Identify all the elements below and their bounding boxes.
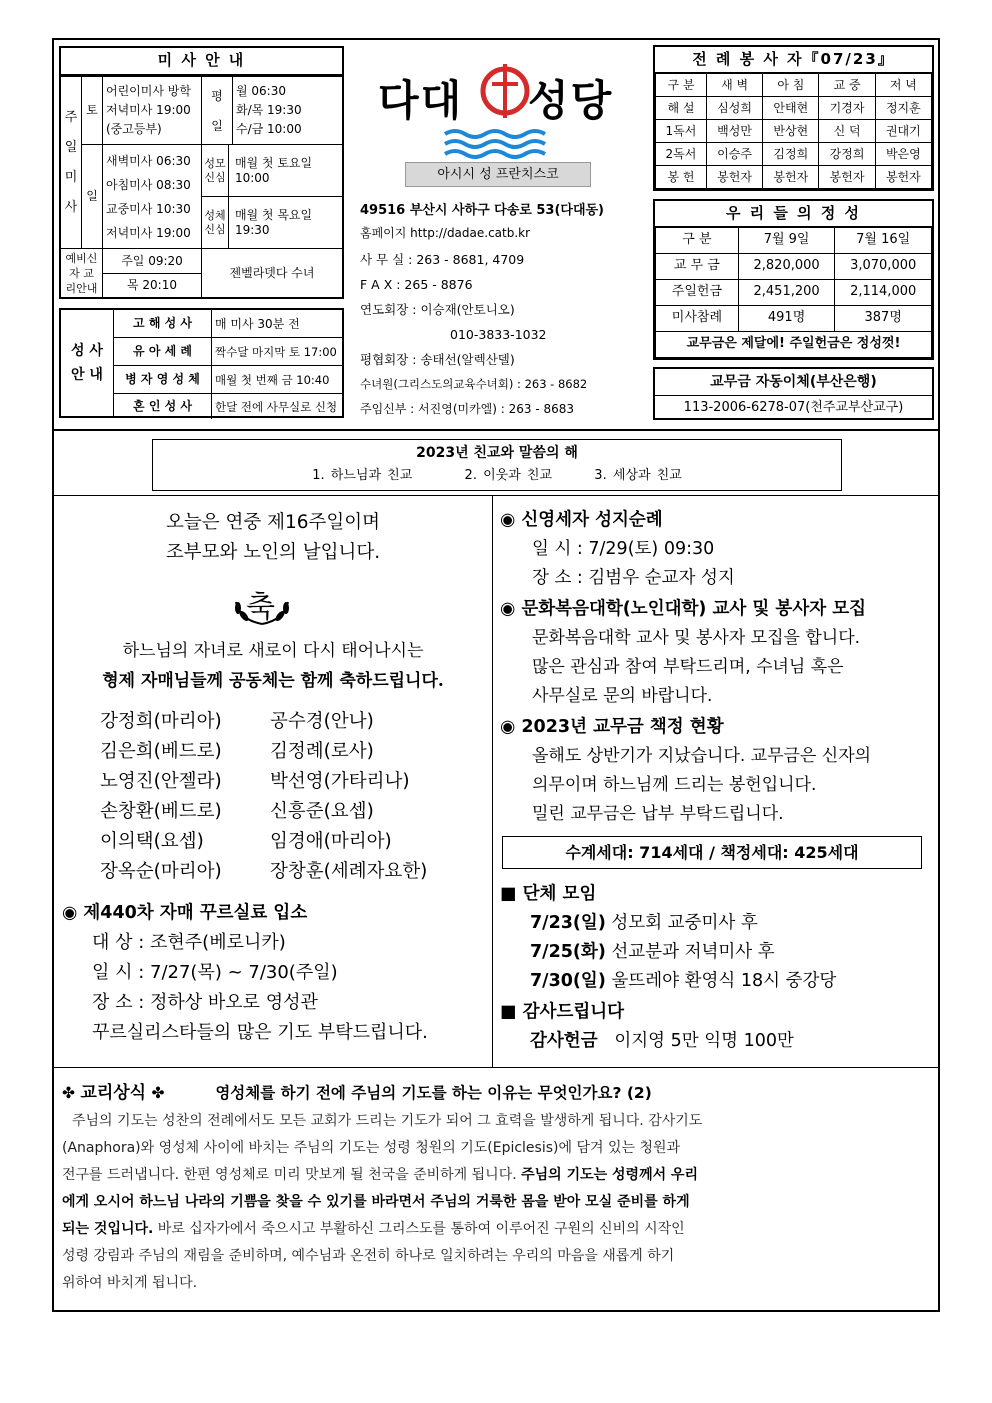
group-text: 울뜨레야 환영식 18시 중강당 [611,971,837,991]
patron-saint: 아시시 성 프란치스코 [405,162,591,187]
offerings-header-cell: 7월 9일 [738,228,835,254]
servers-cell: 심성희 [706,97,762,120]
sacraments [59,308,344,418]
pastor: 주임신부 : 서진영(미카엘) : 263 - 8683 [360,402,575,416]
name-item: 이의택(요셉) [100,831,204,852]
sunday-intro [62,508,484,568]
offerings-cell: 2,114,000 [835,280,932,306]
column-divider [492,496,493,1067]
cursillo-notice [62,898,484,1048]
sacrament-row [114,366,342,394]
sacraments-label: 성 사 안 내 [61,310,114,416]
liturgy-servers [653,45,934,191]
doctrine-bold: 되는 것입니다. [62,1221,154,1237]
pilgrim-date: 일 시 : 7/29(토) 09:30 [532,539,715,559]
offerings-cell: 2,820,000 [738,254,835,280]
group-date: 7/25(화) [530,942,606,962]
offerings-row [656,254,932,280]
catechumen-time: 목 20:10 [127,278,177,292]
servers-header [656,74,932,97]
sunday-mass-item: 새벽미사 06:30 [106,153,191,168]
servers-cell: 해 설 [656,97,707,120]
offerings-row [656,306,932,332]
sacrament-value: 한달 전에 사무실로 신청 [215,399,338,414]
sunday-mass-item: 아침미사 08:30 [106,177,191,192]
congrats-line: 하느님의 자녀로 새로이 다시 태어나시는 [122,641,424,661]
servers-cell: 김정희 [763,143,819,166]
sacrament-value: 짝수달 마지막 토 17:00 [215,344,337,359]
offerings-cell: 2,451,200 [738,280,835,306]
doctrine-section [62,1078,932,1297]
year-theme [152,439,842,491]
divider [52,495,940,496]
servers-cell: 정지훈 [875,97,931,120]
saturday-label: 토 [82,77,103,145]
cursillo-place: 장 소 : 정하상 바오로 영성관 [92,992,318,1013]
divider [52,1067,940,1068]
catechumen-teacher: 젠벨라뎃다 수녀 [202,249,344,299]
year-theme-items [153,466,841,486]
group-item [500,967,932,996]
catechumen-label: 예비신자 교리안내 [60,249,103,299]
autopay-title: 교무금 자동이체(부산은행) [655,369,932,396]
servers-title: 전 례 봉 사 자『07/23』 [655,47,932,73]
sacrament-name: 병 자 영 성 체 [114,366,212,393]
name-item: 장창훈(세례자요한) [270,861,428,882]
weekday-mass-item: 화/목 19:30 [236,103,302,117]
doctrine-label: 교리상식 [80,1083,147,1103]
doctrine-line [62,1216,932,1243]
doctrine-line: 성령 강림과 주님의 재림을 준비하며, 예수님과 온전히 하나로 일치하려는 우리의 마음을 새롭게 하기 [62,1248,675,1264]
cursillo-title: 제440차 자매 꾸르실료 입소 [83,903,308,923]
offerings-cell: 미사참례 [656,306,739,332]
cross-logo-icon [480,60,530,122]
servers-cell: 봉 헌 [656,166,707,189]
groups-and-thanks [500,880,932,1056]
doctrine-line: (Anaphora)와 영성체 사이에 바치는 주님의 기도는 성령 청원의 기도(Epiclesis)에 담겨 있는 청원과 [62,1140,681,1156]
intro-line: 오늘은 연중 제16주일이며 [165,512,380,533]
doctrine-text: 바로 십자가에서 죽으시고 부활하신 그리스도를 통하여 이루어진 구원의 신비의 시작인 [157,1221,685,1237]
servers-header-cell: 새 벽 [706,74,762,97]
holy-heart-label: 성모신심 [202,145,229,196]
weekday-label: 평 일 [202,77,233,145]
tithe-line: 밀린 교무금은 납부 부탁드립니다. [532,804,784,824]
sacrament-name: 고 해 성 사 [114,310,212,337]
holy-heart-value: 매월 첫 토요일 10:00 [234,155,313,185]
servers-cell: 1독서 [656,120,707,143]
servers-cell: 반상현 [763,120,819,143]
year-theme-title: 2023년 친교와 말씀의 해 [416,445,578,461]
weekday-mass-list [233,77,344,145]
church-contact [360,198,650,422]
sacrament-name: 유 아 세 례 [114,338,212,365]
weekday-mass-item: 월 06:30 [236,84,286,98]
servers-cell: 백성만 [706,120,762,143]
servers-cell: 봉헌자 [706,166,762,189]
doctrine-header [62,1078,932,1108]
group-item [500,909,932,938]
fleuron-icon: ✤ [62,1084,75,1102]
name-item: 장옥순(마리아) [100,861,222,882]
sunday-mass-list [103,145,202,249]
servers-cell: 기경자 [819,97,875,120]
servers-cell: 봉헌자 [875,166,931,189]
congrats-line: 형제 자매님들께 공동체는 함께 축하드립니다. [102,671,444,691]
saturday-mass-item: 어린이미사 방학 [106,84,191,98]
saturday-mass-item: 저녁미사 19:00 [106,103,191,117]
college-line: 문화복음대학 교사 및 봉사자 모집을 합니다. [532,628,861,648]
tithe-line: 의무이며 하느님께 드리는 봉헌입니다. [532,775,817,795]
college-line: 사무실로 문의 바랍니다. [532,686,713,706]
offerings-cell: 교 무 금 [656,254,739,280]
servers-row [656,97,932,120]
baptism-names [100,708,470,886]
waves-icon [440,126,550,162]
name-item: 강정희(마리아) [100,711,222,732]
offerings-row [656,280,932,306]
offerings-cell: 491명 [738,306,835,332]
church-name-part1: 다대 [378,76,464,125]
church-logo [378,60,628,124]
offerings-header [656,228,932,254]
mass-schedule [59,46,344,299]
name-item: 임경애(마리아) [270,831,392,852]
servers-cell: 2독서 [656,143,707,166]
doctrine-text: 전구를 드러냅니다. 한편 영성체로 미리 맛보게 될 천국을 준비하게 됩니다. [62,1167,517,1183]
offerings-cell: 387명 [835,306,932,332]
doctrine-bold: 주님의 기도는 성령께서 우리 [521,1167,699,1183]
sacrament-name: 혼 인 성 사 [114,394,212,419]
year-theme-item: 2. 이웃과 친교 [464,468,553,483]
sisters-convent: 수녀원(그리스도의교육수녀회) : 263 - 8682 [360,377,588,391]
square-bullet-icon: ■ [500,1002,517,1022]
pilgrim-title: 신영세자 성지순례 [521,510,663,530]
saturday-mass-list [103,77,202,145]
tithe-line: 올해도 상반기가 지났습니다. 교무금은 신자의 [532,746,872,766]
district-chief: 연도회장 : 이승재(안토니오) [360,302,515,317]
servers-row [656,166,932,189]
doctrine-title: 영성체를 하기 전에 주님의 기도를 하는 이유는 무엇인가요? (2) [215,1084,652,1102]
mass-schedule-title: 미 사 안 내 [59,46,344,76]
sunday-mass-item: 저녁미사 19:00 [106,225,191,240]
office-phone: 사 무 실 : 263 - 8681, 4709 [360,252,525,267]
group-text: 성모회 교중미사 후 [611,913,758,933]
group-date: 7/30(일) [530,971,606,991]
thanks-row [500,1027,932,1056]
celebrate-emblem [226,582,298,628]
bullet-icon: ◉ [500,717,516,737]
offerings-cell: 3,070,000 [835,254,932,280]
thanks-title: 감사드립니다 [522,1002,625,1022]
servers-cell: 봉헌자 [819,166,875,189]
name-item: 박선영(가타리나) [270,771,410,792]
thanks-text: 이지영 5만 익명 100만 [614,1031,794,1051]
church-address: 49516 부산시 사하구 다송로 53(다대동) [360,203,605,218]
divider [52,429,940,431]
saturday-mass-item: (중고등부) [106,122,162,136]
thanks-title-row [500,998,932,1027]
servers-row [656,143,932,166]
sacrament-row [114,310,342,338]
servers-header-cell: 저 녁 [875,74,931,97]
offerings-header-cell: 구 분 [656,228,739,254]
servers-cell: 이승주 [706,143,762,166]
offerings-note: 교무금은 제달에! 주일헌금은 정성껏! [656,332,932,358]
bullet-icon: ◉ [500,599,516,619]
servers-header-cell: 교 중 [819,74,875,97]
celebrate-mark: 축 [246,590,275,625]
offerings-header-cell: 7월 16일 [835,228,932,254]
servers-cell: 권대기 [875,120,931,143]
doctrine-line: 위하여 바치게 됩니다. [62,1275,198,1291]
group-title-row [500,880,932,909]
servers-cell: 강정희 [819,143,875,166]
catechumen-time: 주일 09:20 [103,249,201,274]
name-item: 김정례(로사) [270,741,374,762]
cursillo-title-row [62,898,484,928]
servers-header-cell: 구 분 [656,74,707,97]
year-theme-item: 3. 세상과 친교 [594,468,682,483]
church-name-part2: 성당 [528,76,614,125]
pilgrim-title-row [500,506,932,535]
holy-body-label: 성체신심 [202,197,229,248]
cursillo-date: 일 시 : 7/27(목) ~ 7/30(주일) [92,962,338,983]
pilgrim-place: 장 소 : 김범우 순교자 성지 [532,568,735,588]
servers-cell: 박은영 [875,143,931,166]
cursillo-note: 꾸르실리스타들의 많은 기도 부탁드립니다. [92,1022,428,1043]
autopay-box [653,367,934,420]
tithe-title-row [500,713,932,742]
sacrament-row [114,338,342,366]
offerings-cell: 주일헌금 [656,280,739,306]
church-homepage: 홈페이지 http://dadae.catb.kr [360,226,531,240]
congrats-message [62,636,484,696]
district-phone: 010-3833-1032 [450,327,547,342]
autopay-account: 113-2006-6278-07(천주교부산교구) [683,400,904,415]
sunday-mass-label: 주 일 미 사 [60,77,82,249]
name-item: 노영진(안젤라) [100,771,222,792]
bullet-icon: ◉ [500,510,516,530]
name-item: 손창환(베드로) [100,801,222,822]
name-item: 공수경(안나) [270,711,374,732]
name-item: 신흥준(요셉) [270,801,374,822]
offerings-title: 우 리 들 의 정 성 [655,201,932,227]
sunday-day-label: 일 [82,145,103,249]
weekday-mass-item: 수/금 10:00 [236,122,302,136]
college-title-row [500,595,932,624]
college-title: 문화복음대학(노인대학) 교사 및 봉사자 모집 [521,599,867,619]
servers-cell: 안태현 [763,97,819,120]
tithe-title: 2023년 교무금 책정 현황 [521,717,724,737]
doctrine-line: 주님의 기도는 성찬의 전례에서도 모든 교회가 드리는 기도가 되어 그 효력을 발생하게 됩니다. 감사기도 [72,1113,703,1129]
news-right [500,506,932,829]
tithe-stats: 수계세대: 714세대 / 책정세대: 425세대 [502,836,922,869]
sacrament-row [114,394,342,419]
thanks-label: 감사헌금 [530,1031,598,1051]
cursillo-target: 대 상 : 조현주(베로니카) [92,932,286,953]
intro-line: 조부모와 노인의 날입니다. [165,542,381,563]
servers-cell: 신 덕 [819,120,875,143]
servers-row [656,120,932,143]
office-fax: F A X : 265 - 8876 [360,277,473,292]
sacrament-value: 매월 첫 번째 금 10:40 [215,372,330,387]
doctrine-line [62,1162,932,1189]
sunday-mass-item: 교중미사 10:30 [106,201,191,216]
fleuron-icon: ✤ [151,1084,165,1102]
sacrament-value: 매 미사 30분 전 [215,317,300,331]
doctrine-bold: 에게 오시어 하느님 나라의 기쁨을 찾을 수 있기를 바라면서 주님의 거룩한 몸을 받아 모실 준비를 하게 [62,1194,690,1210]
group-title: 단체 모임 [522,884,597,904]
group-date: 7/23(일) [530,913,606,933]
year-theme-item: 1. 하느님과 친교 [312,468,413,483]
group-item [500,938,932,967]
servers-header-cell: 아 침 [763,74,819,97]
group-text: 선교분과 저녁미사 후 [611,942,775,962]
doctrine-body [62,1108,932,1297]
college-line: 많은 관심과 참여 부탁드리며, 수녀님 혹은 [532,657,844,677]
bullet-icon: ◉ [62,903,78,923]
holy-body-value: 매월 첫 목요일 19:30 [234,207,313,237]
offerings [653,199,934,360]
servers-cell: 봉헌자 [763,166,819,189]
square-bullet-icon: ■ [500,884,517,904]
council-chief: 평협회장 : 송태선(알렉산델) [360,352,515,367]
name-item: 김은희(베드로) [100,741,222,762]
